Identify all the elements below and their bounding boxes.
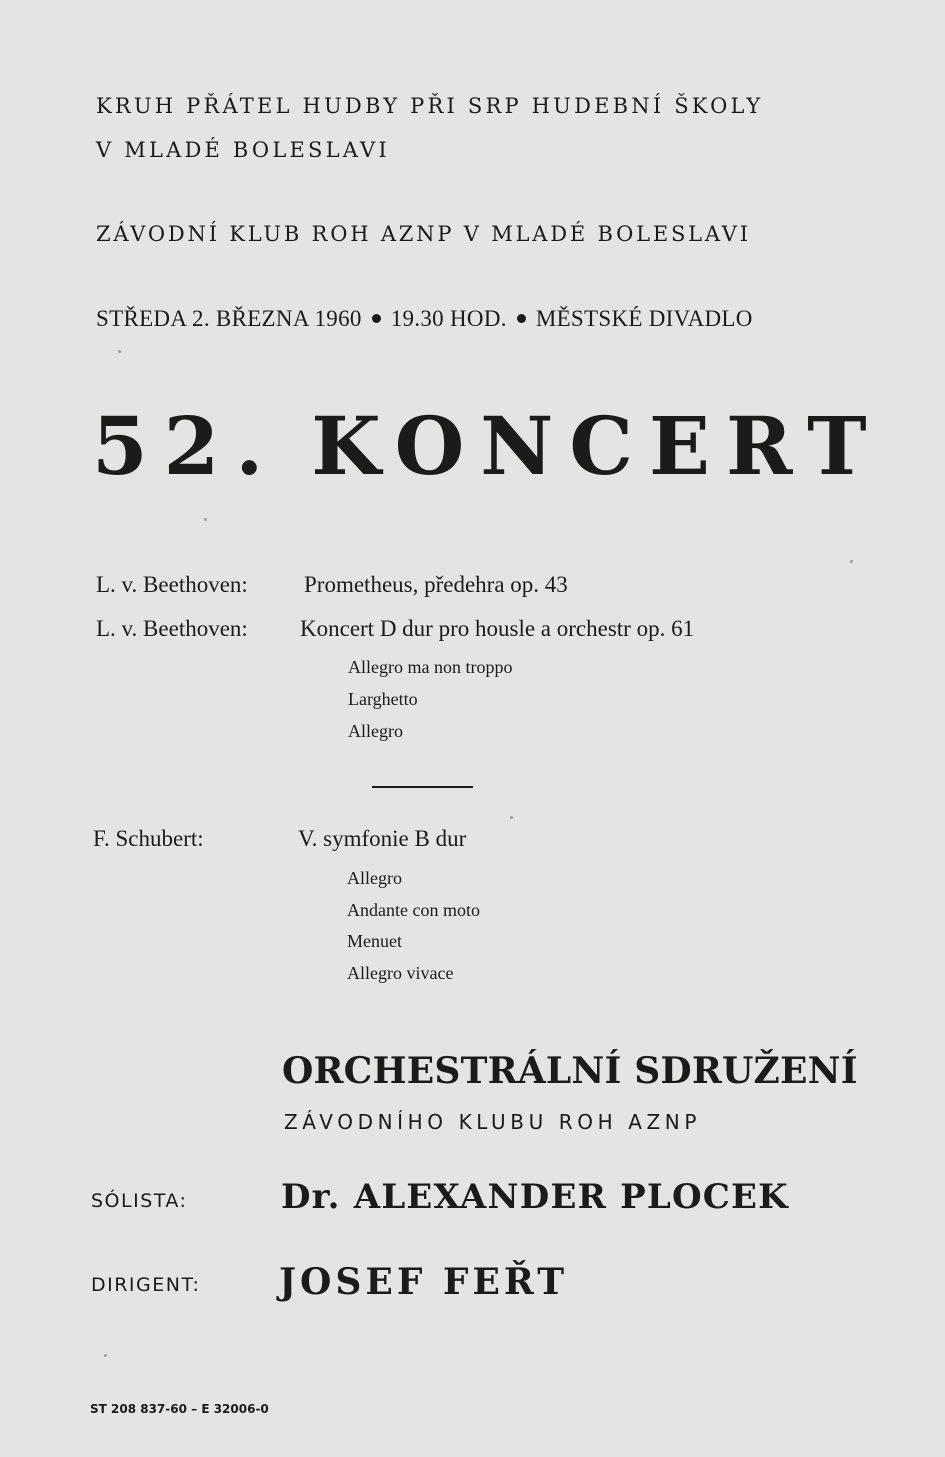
- program-composer-3: F. Schubert:: [93, 826, 204, 851]
- paper-speck: [510, 816, 513, 819]
- bullet-separator: [517, 314, 526, 323]
- soloist-label: SÓLISTA:: [91, 1190, 188, 1212]
- conductor-label: DIRIGENT:: [91, 1274, 201, 1296]
- event-info-line: [96, 306, 753, 332]
- bullet-separator: [372, 314, 381, 323]
- orchestra-name: ORCHESTRÁLNÍ SDRUŽENÍ: [282, 1050, 858, 1092]
- organizer-line-2: V MLADÉ BOLESLAVI: [96, 138, 390, 162]
- paper-speck: [104, 1354, 107, 1357]
- program-work-2: Koncert D dur pro housle a orchestr op. 61: [300, 616, 695, 641]
- program-composer-1: L. v. Beethoven:: [96, 572, 248, 597]
- event-venue: MĚSTSKÉ DIVADLO: [535, 306, 753, 331]
- orchestra-subtitle: ZÁVODNÍHO KLUBU ROH AZNP: [284, 1110, 702, 1134]
- concert-number: 52.: [92, 399, 280, 493]
- movement: Larghetto: [348, 689, 418, 709]
- event-time: 19.30 HOD.: [390, 306, 507, 331]
- movement: Menuet: [347, 931, 402, 951]
- program-composer-2: L. v. Beethoven:: [96, 616, 248, 641]
- movement: Allegro ma non troppo: [348, 657, 513, 677]
- movement: Allegro vivace: [347, 963, 454, 983]
- concert-word: KONCERT: [311, 399, 883, 493]
- paper-speck: [204, 518, 207, 521]
- movement: Allegro: [347, 868, 402, 888]
- conductor-name: JOSEF FEŘT: [279, 1261, 568, 1303]
- club-line: ZÁVODNÍ KLUB ROH AZNP V MLADÉ BOLESLAVI: [96, 222, 751, 246]
- program-work-1: Prometheus, předehra op. 43: [304, 572, 568, 597]
- soloist-name: Dr. ALEXANDER PLOCEK: [281, 1177, 789, 1217]
- movement: Allegro: [348, 721, 403, 741]
- print-code: ST 208 837-60 – E 32006-0: [90, 1402, 269, 1416]
- program-work-3: V. symfonie B dur: [298, 826, 467, 851]
- organizer-line-1: KRUH PŘÁTEL HUDBY PŘI SRP HUDEBNÍ ŠKOLY: [96, 94, 764, 118]
- paper-speck: [118, 350, 121, 353]
- paper-speck: [850, 560, 853, 563]
- event-date: STŘEDA 2. BŘEZNA 1960: [96, 306, 362, 331]
- intermission-divider: [372, 786, 473, 788]
- concert-title: [92, 399, 883, 493]
- movement: Andante con moto: [347, 900, 480, 920]
